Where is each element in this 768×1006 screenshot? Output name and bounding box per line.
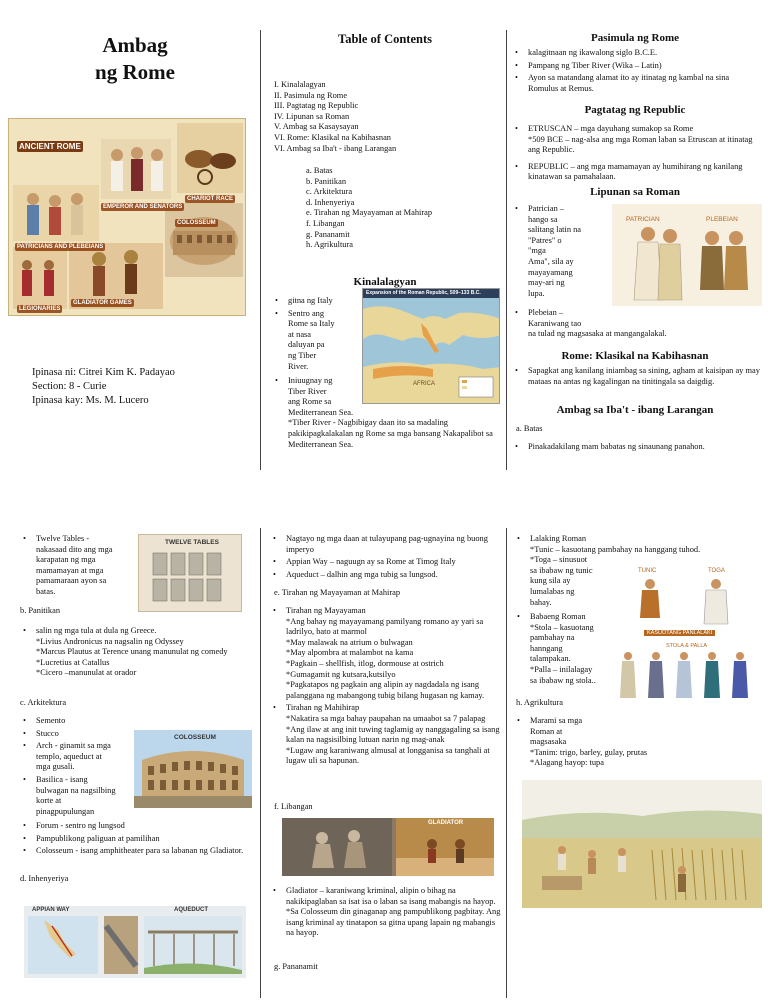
kinalalagyan-bullet: • Iniuugnay ng Tiber River ang Rome sa Mediterranean Sea. *Tiber River - Nagbibigay daan ito sa madaling pakikipagkalakalan ng Rome sa mga bansang Nakapalibot sa Mediterranean Sea.	[272, 376, 504, 450]
credit-name: Ipinasa ni: Citrei Kim K. Padayao	[32, 367, 175, 378]
engineering-art	[24, 906, 246, 978]
ancient-rome-collage	[8, 118, 246, 316]
aqueduct-label: AQUEDUCT	[174, 907, 208, 913]
toc-item: IV. Lipunan sa Roman	[274, 111, 350, 121]
roads-bullet: • Aqueduct – dalhin ang mga tubig sa lungsod.	[270, 570, 502, 581]
map-title: Expansion of the Roman Republic, 509–133 B.C.	[366, 290, 481, 296]
klasikal-list	[512, 366, 760, 389]
column-divider	[260, 30, 261, 470]
column-divider	[506, 30, 507, 470]
gladiator-art	[282, 818, 494, 876]
batas-bullet: • Pinakadakilang mam babatas ng sinaunang panahon.	[512, 442, 760, 453]
pasimula-bullet: • Pampang ng Tiber River (Wika – Latin)	[512, 61, 760, 72]
farming-art	[522, 780, 762, 908]
collage-label: LEGIONARIES	[19, 306, 61, 312]
colosseum-art	[134, 730, 252, 808]
pagtatag-bullet: • REPUBLIC – ang mga mamamayan ay humihirang ng kanilang kinatawan sa pamahalaan.	[512, 162, 760, 183]
toc-sublist	[306, 166, 504, 251]
roman-clothing-image	[612, 566, 762, 702]
agrikultura-list	[514, 716, 760, 771]
lipunan-patrician: • Patrician – hango sa salitang latin na "Patres" o "mga Ama", sila ay mayayamang may-ari ng lupa.	[512, 204, 612, 299]
tirahan-label: e. Tirahan ng Mayayaman at Mahirap	[274, 588, 401, 597]
arkitektura-bullet: • Arch - ginamit sa mga templo, aqueduct at mga gusali.	[20, 741, 138, 773]
kinalalagyan-bullet: • gitna ng Italy	[272, 296, 360, 307]
klasikal-title: Rome: Klasikal na Kabihasnan	[561, 350, 709, 362]
arkitektura-bullet: • Stucco	[20, 729, 138, 740]
toc-subitem: f. Libangan	[306, 218, 345, 228]
lipunan-plebeian: • Plebeian – Karaniwang tao na tulad ng magsasaka at mangangalakal.	[512, 308, 762, 340]
collage-label: CHARIOT RACE	[187, 196, 233, 202]
libangan-list	[270, 886, 502, 941]
credit-teacher: Ipinasa kay: Ms. M. Lucero	[32, 395, 149, 406]
toc-subitem: g. Pananamit	[306, 229, 350, 239]
kinalalagyan-bullet: • Sentro ang Rome sa Italy at nasa daluyan pa ng Tiber River.	[272, 309, 360, 373]
lipunan-list-2	[512, 308, 762, 342]
toc-item: I. Kinalalagyan	[274, 80, 326, 89]
klasikal-bullet: • Sapagkat ang kanilang iniambag sa sining, agham at kaisipan ay may mataas na antas ng kagalingan na tinitingala sa daigdig.	[512, 366, 760, 387]
colosseum-label: COLOSSEUM	[174, 734, 216, 741]
cover-credits	[32, 366, 175, 408]
toc-item: VI. Rome: Klasikal na Kabihasnan	[274, 132, 391, 142]
arkitektura-list-top	[20, 716, 138, 819]
toc-subitem: d. Inhenyeriya	[306, 197, 355, 207]
credit-section: Section: 8 - Curie	[32, 381, 107, 392]
roman-republic-map	[362, 288, 500, 404]
batas-label: a. Batas	[516, 424, 543, 433]
roads-bullet: • Nagtayo ng mga daan at tulayupang pag-ugnayina ng buong imperyo	[270, 534, 502, 555]
toga-label: TOGA	[708, 568, 725, 574]
pasimula-list	[512, 48, 760, 96]
stola-palla-label: STOLA & PALLA	[666, 643, 708, 649]
libangan-label: f. Libangan	[274, 802, 313, 811]
tablets-art	[139, 535, 242, 612]
arkitektura-bullet: • Colosseum - isang amphitheater para sa labanan ng Gladiator.	[20, 846, 256, 857]
arkitektura-bullet: • Pampublikong paliguan at pamilihan	[20, 834, 256, 845]
toc-item: V. Ambag sa Kasaysayan	[274, 122, 359, 132]
toc-list	[274, 80, 502, 154]
arkitektura-bullet: • Semento	[20, 716, 138, 727]
twelve-tables-label: TWELVE TABLES	[165, 539, 219, 546]
cover-title: Ambag ng Rome	[95, 33, 175, 84]
toc-title: Table of Contents	[338, 32, 432, 46]
collage-label: GLADIATOR GAMES	[73, 300, 132, 306]
collage-label: PATRICIANS AND PLEBEIANS	[17, 244, 104, 250]
toc-subitem: a. Batas	[306, 166, 333, 175]
gladiator-image	[282, 818, 494, 876]
column-divider	[506, 528, 507, 998]
pasimula-bullet: • kalagitnaan ng ikawalong siglo B.C.E.	[512, 48, 760, 59]
pasimula-title: Pasimula ng Rome	[591, 32, 679, 44]
arkitektura-bullet: • Basilica - isang bulwagan na nagsilbing korte at pinagpupulungan	[20, 775, 138, 817]
kinalalagyan-list-top	[272, 296, 360, 374]
toc-subitem: c. Arkitektura	[306, 187, 353, 197]
patrician-plebeian-image	[612, 204, 762, 306]
tirahan-list	[270, 606, 502, 769]
pagtatag-list	[512, 124, 760, 185]
lalaki-bullet: • Lalaking Roman *Tunic – kasuotang pambahay na hanggang tuhod. *Toga – sinusuot sa ibabaw ng tunic kung sila ay lumalabas ng bahay.	[514, 534, 760, 608]
collage-label: EMPEROR AND SENATORS	[103, 204, 183, 210]
gladiator-bullet: • Gladiator – karaniwang kriminal, alipin o bihag na nakikipaglaban sa isat isa o laban sa isang mabangis na hayop. *Sa Colosseum din ginaganap ang pampublikong pagbitay. Ang isang kriminal ay tinatapon sa gitna upang lapain ng mabangis na hayop.	[270, 886, 502, 939]
pagtatag-title: Pagtatag ng Republic	[584, 104, 686, 116]
babae-bullet: • Babaeng Roman *Stola – kasuotang pambahay na hanngang talampakan. *Palla – inilalagay sa ibabaw ng stola..	[514, 612, 624, 686]
map-label-africa: AFRICA	[413, 381, 436, 387]
babae-list	[514, 612, 624, 688]
toc-subitem: b. Panitikan	[306, 176, 347, 186]
twelve-tables-list	[20, 534, 138, 600]
panitikan-label: b. Panitikan	[20, 606, 61, 615]
ambag-title: Ambag sa Iba't - ibang Larangan	[556, 404, 714, 416]
colosseum-image	[134, 730, 252, 808]
lipunan-list	[512, 204, 612, 301]
roads-list	[270, 534, 502, 582]
pasimula-bullet: • Ayon sa matandang alamat ito ay itinatag ng kambal na sina Romulus at Remus.	[512, 73, 760, 94]
toc-subitem: h. Agrikultura	[306, 240, 353, 250]
agrikultura-bullet: • Marami sa mga Roman at magsasaka *Tanim: trigo, barley, gulay, prutas *Alagang hayop: tupa	[514, 716, 760, 769]
farming-image	[522, 780, 762, 908]
arkitektura-label: c. Arkitektura	[20, 698, 67, 707]
kasuotang-panlalaki-label: KASUOTANG PANLALAKI	[644, 630, 715, 636]
panitikan-bullet: • salin ng mga tula at dula ng Greece. *Livius Andronicus na nagsalin ng Odyssey *Marcus Plautus at Terence unang manunulat ng comedy *Lucretius at Catallus *Cicero –manunulat at orador	[20, 626, 256, 679]
lipunan-title: Lipunan sa Roman	[590, 186, 680, 198]
collage-label: COLOSSEUM	[177, 220, 216, 226]
tirahan-mahirap: • Tirahan ng Mahihirap *Nakatira sa mga bahay paupahan na umaabot sa 7 palapag *Ang ilaw at ang init tuwing taglamig ay nanggagaling sa isang kalan na nagsisilbing lutuan narin ng mag-anak *Lugaw ang karaniwang almusal at longganisa sa tanghali at lugaw uli sa hapunan.	[270, 703, 502, 767]
toc-item: VI. Ambag sa Iba't - ibang Larangan	[274, 143, 397, 153]
tunic-label: TUNIC	[638, 568, 657, 574]
gladiator-label: GLADIATOR	[428, 820, 464, 826]
panitikan-list	[20, 626, 256, 681]
collage-label: ANCIENT ROME	[19, 142, 81, 151]
appian-way-label: APPIAN WAY	[32, 907, 70, 913]
roads-bullet: • Appian Way – naguugn ay sa Rome at Timog Italy	[270, 557, 502, 568]
toc-item: III. Pagtatag ng Republic	[274, 101, 359, 111]
column-divider	[260, 528, 261, 998]
twelve-tables-bullet: • Twelve Tables - nakasaad dito ang mga karapatan ng mga mamamayan at mga pamamaraan ayon sa batas.	[20, 534, 138, 598]
plebeian-label: PLEBEIAN	[706, 216, 738, 223]
kinalalagyan-title: Kinalalagyan	[353, 276, 417, 288]
batas-list	[512, 442, 760, 455]
twelve-tables-image	[138, 534, 242, 612]
inhenyeriya-label: d. Inhenyeriya	[20, 874, 69, 883]
pagtatag-bullet: • ETRUSCAN – mga dayuhang sumakop sa Rome *509 BCE – nag-alsa ang mga Roman laban sa Etruscan at itinatag ang Republic.	[512, 124, 760, 156]
appian-aqueduct-image	[24, 906, 246, 978]
arkitektura-list-bottom	[20, 821, 256, 859]
toc-item: II. Pasimula ng Rome	[274, 90, 348, 100]
pananamit-label: g. Pananamit	[274, 962, 318, 971]
tirahan-mayaman: • Tirahan ng Mayayaman *Ang bahay ng mayayamang pamilyang romano ay yari sa ladrilyo, bato at marmol *May malawak na atrium o bulwagan *May alpombra at malambot na kama *Pagkain – shellfish, itlog, dormouse at ostrich *Gumagamit ng kutsara,kutsilyo *Pagkatapos ng pagkain ang alipin ay nagdadala ng isang palanggana ng mabangong tubig bilang hugasan ng kamay.	[270, 606, 502, 701]
patrician-label: PATRICIAN	[626, 216, 660, 223]
toc-subitem: e. Tirahan ng Mayayaman at Mahirap	[306, 208, 433, 218]
arkitektura-bullet: • Forum - sentro ng lungsod	[20, 821, 256, 832]
agrikultura-label: h. Agrikultura	[516, 698, 563, 707]
